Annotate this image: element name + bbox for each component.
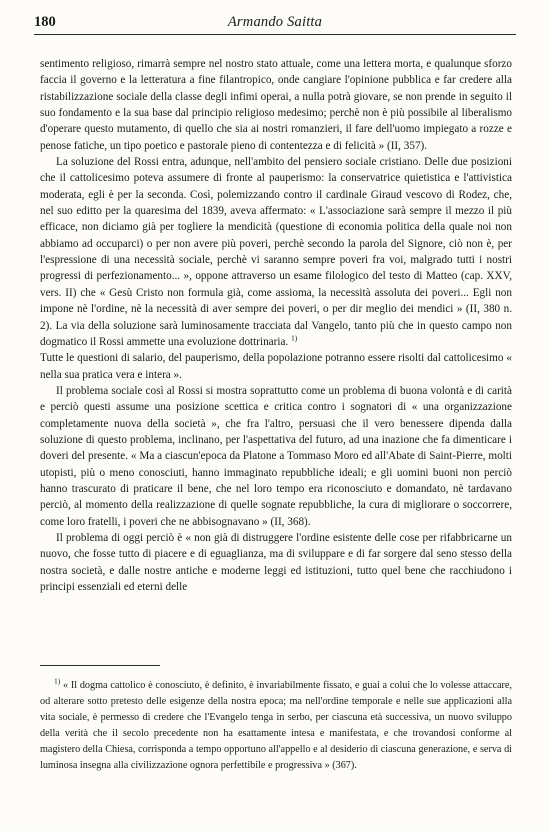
paragraph: Il problema sociale così al Rossi si mostra soprattutto come un problema di buona volontà e di carità e perciò questi assume una posizione scettica e critica contro i sognatori di « una organizzazione completamente nuova della società », che fra l'altro, persuasi che il vero benessere dipenda dalla soluzione di questo problema, inclinano, per l'aspettativa del futuro, ad una inazione che fa dimenticare i doveri del presente. « Ma a ciascun'epoca da Platone a Tommaso Moro ed all'Abate di Saint-Pierre, molti utopisti, più o meno conosciuti, hanno immaginato repubbliche ideali; e gli uomini buoni non perciò hanno trascurato di praticare il bene, che nel loro tempo era riconosciuto e domandato, nè tardavano perciò, al momento della realizzazione di quelle sognate repubbliche, la cura di migliorare o soccorrere, come loro fratelli, i poveri che ne abbisognavano » (II, 368). bbox=[40, 384, 512, 528]
paragraph bbox=[40, 154, 512, 350]
footnote-text: « Il dogma cattolico è conosciuto, è definito, è invariabilmente fissato, e guai a colui che lo volesse attaccare, od alterare sotto pretesto delle esigenze della nostra epoca; ma nell'ordine temporale e nelle sue applicazioni alla vita sociale, è permesso di credere che l'Evangelo tenga in serbo, per ciascuna età successiva, un nuovo sviluppo della verità che il secolo precedente non ha esattamente intesa e manifestata, e che trovandosi conforme al magistero della Chiesa, corrisponda a tempo opportuno all'appello e al desiderio di ciascuna generazione, e serva di luminosa insegna alla civilizzazione ognora perfettibile e progressiva » (367). bbox=[40, 680, 513, 771]
page-number: 180 bbox=[34, 14, 56, 30]
paragraph: sentimento religioso, rimarrà sempre nel nostro stato attuale, come una lettera morta, e qualunque sforzo faccia il governo e la letteratura a fine filantropico, onde cangiare l'opinione pubblica e far credere alla ristabilizzazione sociale della classe degli infimi operai, a nulla potrà giovare, se non prende in seguito il suo fondamento e la sua base dal principio religioso medesimo; perchè non è più possibile al liberalismo d'operare questo mutamento, di quello che sia ai nostri romanzieri, il fare dell'uomo impiegato a rozze e penose fatiche, un tipo poetico e pastorale pieno di contentezza e di felicità » (II, 357). bbox=[40, 58, 512, 152]
running-head: Armando Saitta bbox=[227, 14, 323, 30]
page-header bbox=[34, 12, 516, 35]
footnote-divider bbox=[40, 665, 160, 666]
paragraph: Il problema di oggi perciò è « non già di distruggere l'ordine esistente delle cose per rifabbricarne un nuovo, che fosse tutto di piacere e di eguaglianza, ma di sviluppare e di far sorgere dal seno stesso della nostra società, e dalle nostre antiche e moderne leggi ed istituzioni, tutto quel bene che racchiudono i principi essenziali ed eterni delle bbox=[40, 531, 512, 593]
paragraph: Tutte le questioni di salario, del pauperismo, della popolazione potranno essere risolti dal cattolicesimo « nella sua pratica vera e intera ». bbox=[40, 352, 512, 381]
footnote-marker: 1) bbox=[54, 676, 61, 686]
body-text bbox=[40, 56, 512, 595]
footnote bbox=[40, 678, 512, 773]
footnotes bbox=[40, 678, 512, 773]
paragraph-text: La soluzione del Rossi entra, adunque, nell'ambito del pensiero sociale cristiano. Delle due posizioni che il cattolicesimo poteva assumere di fronte al pauperismo: la conservatrice quietistica e l'attivistica moderata, egli è per la seconda. Così, polemizzando contro il cardinale Giraud vescovo di Rodez, che, nel suo editto per la quaresima del 1839, aveva affermato: « L'associazione sarà sempre il mezzo il più efficace, non diciamo già per togliere la mendicità (questione di economia politica della quale noi non abbiamo ad occuparci) o per non avere più poveri, perchè secondo la parola del Signore, ciò non è, per l'espressione di una necessità sociale, perchè vi saranno sempre poveri fra voi, malgrado tutti i nostri progressi di perfezionamento... », oppone attraverso un esame filologico del testo di Matteo (cap. XXV, vers. II) che « Gesù Cristo non formula già, come assioma, la necessità assoluta dei poveri... Egli non impone nè l'ordine, nè la necessità di aver sempre dei poveri, o per dir meglio dei mendici » (II, 380 n. 2). La via della soluzione sarà luminosamente tracciata dal Vangelo, tanto più che in questo campo non dogmatico il Rossi ammette una evoluzione dottrinaria. bbox=[40, 156, 512, 348]
footnote-reference: 1) bbox=[291, 333, 298, 343]
